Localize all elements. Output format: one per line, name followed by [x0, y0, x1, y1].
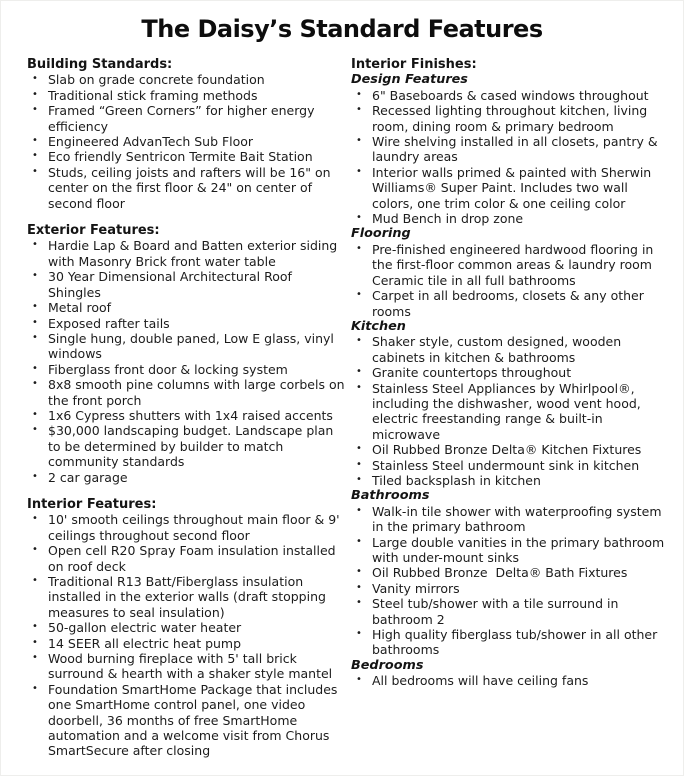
feature-item-text: Pre-finished engineered hardwood flooring in the first-floor common areas & laundry room Ceramic tile in all full bathrooms — [372, 241, 658, 288]
feature-item — [351, 581, 673, 596]
section-heading: Design Features — [351, 72, 468, 88]
feature-item — [27, 636, 345, 651]
bullet-icon: • — [356, 581, 362, 593]
bullet-icon: • — [356, 289, 362, 301]
bullet-icon: • — [32, 135, 38, 147]
feature-item-text: Stainless Steel undermount sink in kitchen — [372, 457, 640, 473]
bullet-icon: • — [32, 513, 38, 525]
feature-section — [351, 72, 673, 226]
feature-item — [351, 442, 673, 457]
feature-item — [351, 365, 673, 380]
feature-item — [27, 103, 345, 134]
bullet-icon: • — [32, 239, 38, 251]
feature-item-text: Traditional stick framing methods — [48, 87, 258, 103]
bullet-icon: • — [32, 408, 38, 420]
page-title: The Daisy’s Standard Features — [141, 15, 543, 43]
bullet-icon: • — [32, 88, 38, 100]
feature-item — [27, 408, 345, 423]
bullet-icon: • — [32, 652, 38, 664]
feature-item — [27, 362, 345, 377]
feature-item-text: Slab on grade concrete foundation — [48, 72, 265, 88]
bullet-icon: • — [356, 674, 362, 686]
bullet-icon: • — [32, 301, 38, 313]
feature-item-text: 30 Year Dimensional Architectural Roof Shingles — [48, 269, 296, 300]
feature-item — [351, 211, 673, 226]
bullet-icon: • — [356, 88, 362, 100]
feature-item-text: Steel tub/shower with a tile surround in bathroom 2 — [372, 596, 623, 627]
feature-item-text: Studs, ceiling joists and rafters will be 16" on center on the first floor & 24" on center of second floor — [48, 164, 335, 211]
feature-item — [351, 242, 673, 288]
bullet-icon: • — [32, 378, 38, 390]
bullet-icon: • — [356, 566, 362, 578]
feature-item-text: Vanity mirrors — [372, 580, 460, 596]
feature-item — [351, 103, 673, 134]
feature-item — [27, 470, 345, 485]
feature-item-text: Tiled backsplash in kitchen — [372, 472, 541, 488]
feature-item — [27, 72, 345, 87]
feature-item-text: Walk-in tile shower with waterproofing system in the primary bathroom — [372, 503, 666, 535]
feature-item-text: Interior walls primed & painted with Sherwin Williams® Super Paint. Includes two wall colors, one trim color & one ceiling color — [372, 164, 656, 211]
feature-item-text: 10' smooth ceilings throughout main floor & 9' ceilings throughout second floor — [48, 512, 344, 543]
feature-section — [351, 658, 673, 689]
feature-item — [351, 458, 673, 473]
feature-item — [27, 165, 345, 211]
bullet-icon: • — [356, 242, 362, 254]
feature-item — [351, 473, 673, 488]
feature-section — [351, 488, 673, 657]
left-column — [27, 57, 349, 759]
bullet-icon: • — [356, 366, 362, 378]
feature-item — [27, 300, 345, 315]
feature-item — [27, 512, 345, 543]
feature-item — [27, 88, 345, 103]
feature-item-text: High quality fiberglass tub/shower in all other bathrooms — [372, 627, 662, 658]
feature-item — [351, 334, 673, 365]
feature-section — [27, 497, 345, 759]
feature-item — [351, 535, 673, 566]
feature-item-text: Framed “Green Corners” for higher energy efficiency — [48, 103, 319, 134]
bullet-icon: • — [32, 682, 38, 694]
bullet-icon: • — [32, 544, 38, 556]
feature-item — [351, 288, 673, 319]
feature-item-text: Granite countertops throughout — [372, 365, 572, 381]
feature-item-text: Wood burning fireplace with 5' tall brick surround & hearth with a shaker style mantel — [48, 651, 333, 682]
feature-item-text: 6" Baseboards & cased windows throughout — [372, 87, 649, 103]
feature-section — [351, 319, 673, 488]
feature-item — [351, 165, 673, 211]
bullet-icon: • — [32, 316, 38, 328]
feature-item-text: Wire shelving installed in all closets, pantry & laundry areas — [372, 134, 662, 165]
section-heading: Exterior Features: — [27, 223, 160, 239]
feature-item — [27, 149, 345, 164]
bullet-icon: • — [356, 165, 362, 177]
right-column — [351, 57, 673, 689]
feature-item — [27, 331, 345, 362]
feature-list — [351, 242, 673, 319]
bullet-icon: • — [32, 73, 38, 85]
feature-item — [27, 269, 345, 300]
bullet-icon: • — [356, 473, 362, 485]
feature-item-text: Oil Rubbed Bronze Delta® Bath Fixtures — [372, 565, 628, 581]
bullet-icon: • — [32, 362, 38, 374]
feature-item — [351, 88, 673, 103]
section-heading: Interior Finishes: — [351, 57, 477, 72]
feature-section — [351, 57, 673, 72]
bullet-icon: • — [356, 535, 362, 547]
feature-list — [351, 334, 673, 488]
feature-item-text: Open cell R20 Spray Foam insulation installed on roof deck — [48, 543, 340, 574]
feature-item-text: Large double vanities in the primary bathroom with under-mount sinks — [372, 534, 669, 565]
bullet-icon: • — [32, 575, 38, 586]
section-heading: Interior Features: — [27, 496, 157, 512]
feature-item — [27, 651, 345, 682]
bullet-icon: • — [356, 628, 362, 640]
feature-item-text: Eco friendly Sentricon Termite Bait Station — [48, 149, 313, 165]
feature-item — [27, 134, 345, 149]
bullet-icon: • — [356, 381, 362, 393]
feature-item-text: Hardie Lap & Board and Batten exterior siding with Masonry Brick front water table — [48, 238, 342, 269]
section-heading: Flooring — [351, 226, 411, 242]
feature-item — [351, 134, 673, 165]
feature-list — [351, 88, 673, 227]
section-heading: Kitchen — [351, 318, 406, 334]
feature-item — [27, 238, 345, 269]
feature-list — [27, 512, 345, 759]
feature-item-text: Traditional R13 Batt/Fiberglass insulation installed in the exterior walls (draft stopping measures to seal insulation) — [48, 574, 330, 620]
feature-item — [351, 627, 673, 658]
feature-item — [27, 316, 345, 331]
bullet-icon: • — [32, 270, 38, 282]
bullet-icon: • — [32, 621, 38, 633]
feature-list — [27, 238, 349, 485]
bullet-icon: • — [32, 165, 38, 177]
bullet-icon: • — [356, 335, 362, 347]
feature-item-text: Carpet in all bedrooms, closets & any other rooms — [372, 288, 648, 319]
bullet-icon: • — [356, 212, 362, 224]
feature-item-text: Exposed rafter tails — [48, 315, 170, 331]
feature-item — [351, 673, 673, 688]
feature-section — [351, 226, 673, 318]
feature-item-text: 1x6 Cypress shutters with 1x4 raised accents — [48, 407, 333, 423]
feature-item — [27, 620, 345, 635]
feature-item-text: Shaker style, custom designed, wooden cabinets in kitchen & bathrooms — [372, 334, 626, 365]
feature-item — [351, 381, 673, 443]
feature-item — [351, 565, 673, 580]
bullet-icon: • — [32, 636, 38, 648]
bullet-icon: • — [32, 150, 38, 162]
feature-item-text: All bedrooms will have ceiling fans — [372, 673, 589, 689]
feature-item — [27, 543, 345, 574]
section-heading: Bathrooms — [351, 488, 430, 504]
feature-item-text: Stainless Steel Appliances by Whirlpool®, including the dishwasher, wood vent hood, electric freestanding range & built-in microwave — [372, 380, 645, 442]
feature-item-text: 2 car garage — [48, 469, 128, 485]
feature-item-text: 50-gallon electric water heater — [48, 620, 242, 636]
feature-item — [27, 574, 345, 620]
feature-item-text: Recessed lighting throughout kitchen, living room, dining room & primary bedroom — [372, 103, 652, 134]
bullet-icon: • — [356, 458, 362, 470]
feature-list — [351, 673, 673, 688]
feature-item-text: Mud Bench in drop zone — [372, 211, 524, 227]
feature-list — [27, 72, 345, 211]
feature-item-text: 14 SEER all electric heat pump — [48, 635, 242, 651]
section-heading: Building Standards: — [27, 57, 173, 72]
bullet-icon: • — [356, 135, 362, 147]
feature-item — [351, 596, 673, 627]
feature-item-text: Metal roof — [48, 300, 112, 316]
feature-item-text: Oil Rubbed Bronze Delta® Kitchen Fixtures — [372, 442, 642, 458]
bullet-icon: • — [32, 424, 38, 436]
feature-item — [27, 377, 349, 408]
feature-item-text: Engineered AdvanTech Sub Floor — [48, 134, 254, 150]
bullet-icon: • — [32, 470, 38, 482]
bullet-icon: • — [356, 597, 362, 609]
feature-item — [27, 682, 345, 759]
section-heading: Bedrooms — [351, 657, 424, 673]
bullet-icon: • — [32, 104, 38, 116]
bullet-icon: • — [356, 104, 362, 116]
bullet-icon: • — [356, 443, 362, 455]
feature-item-text: Single hung, double paned, Low E glass, vinyl windows — [48, 330, 338, 362]
feature-item-text: $30,000 landscaping budget. Landscape plan to be determined by builder to match community standards — [48, 423, 338, 470]
feature-item — [351, 504, 673, 535]
feature-item-text: 8x8 smooth pine columns with large corbels on the front porch — [48, 377, 349, 408]
feature-section — [27, 57, 345, 211]
feature-item — [27, 423, 345, 469]
feature-item-text: Foundation SmartHome Package that includes one SmartHome control panel, one video doorbell, 36 months of free SmartHome automation and a welcome visit from Chorus SmartSecure after closing — [48, 681, 342, 759]
feature-item-text: Fiberglass front door & locking system — [48, 361, 288, 377]
bullet-icon: • — [32, 331, 38, 343]
feature-section — [27, 223, 349, 485]
feature-list — [351, 504, 673, 658]
two-column-layout — [27, 57, 671, 759]
bullet-icon: • — [356, 504, 362, 516]
